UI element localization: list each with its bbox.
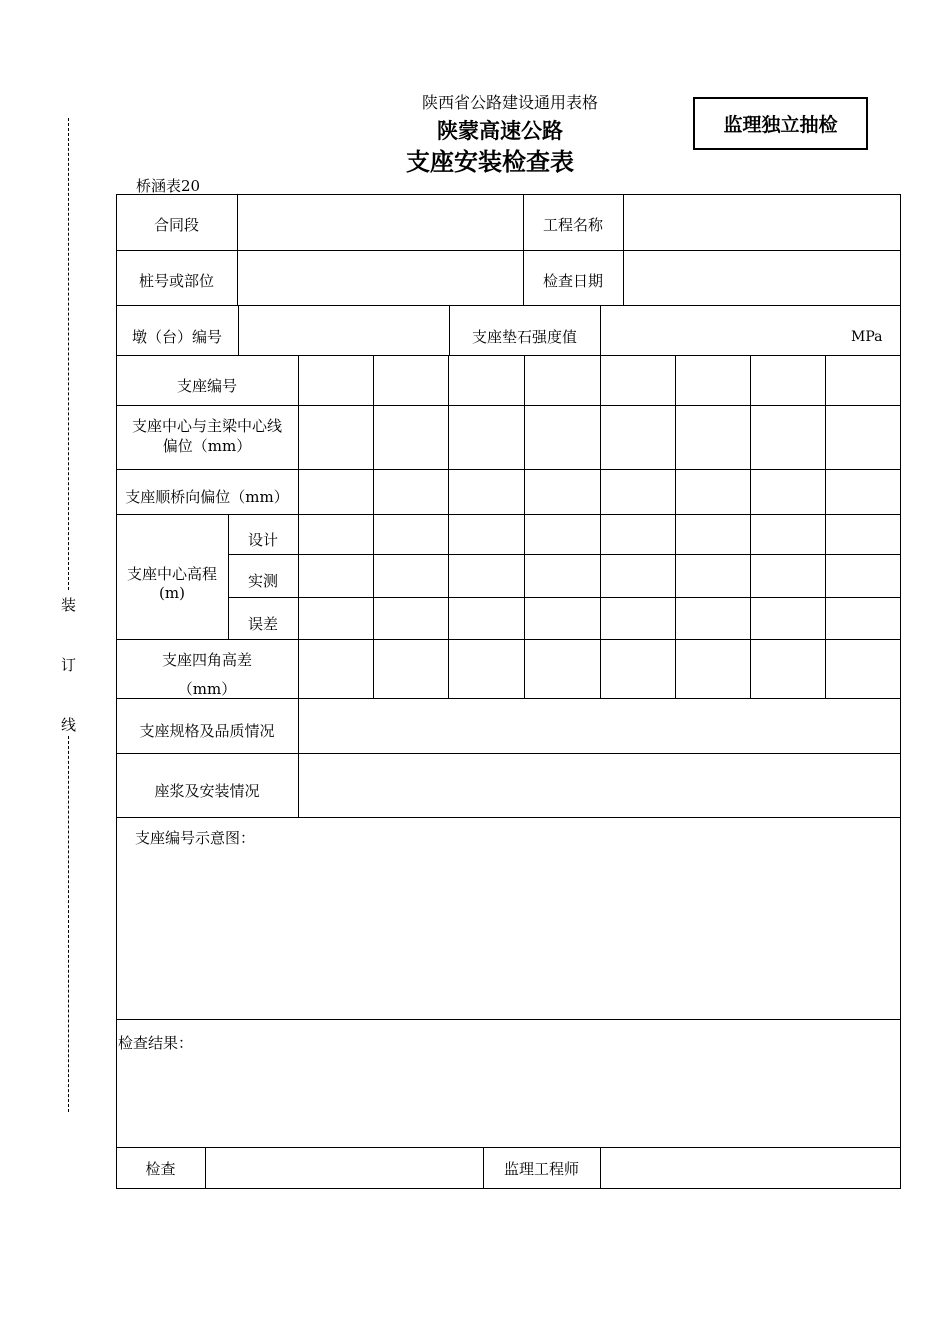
binding-line-top (68, 118, 69, 590)
label-pad-strength: 支座垫石强度值 (471, 328, 577, 346)
label-corner-diff-2: （mm） (177, 680, 237, 698)
binding-line-bottom (68, 736, 69, 1112)
label-pier: 墩（台）编号 (131, 328, 222, 346)
stamp-text: 监理独立抽检 (723, 114, 838, 136)
label-center-offset-1: 支座中心与主梁中心线 (131, 417, 282, 435)
independent-check-stamp (693, 97, 868, 150)
form-number: 桥涵表20 (136, 177, 201, 195)
label-elevation-1: 支座中心高程 (126, 565, 217, 583)
label-corner-diff-1: 支座四角高差 (161, 651, 252, 669)
label-inspector: 检查 (145, 1160, 176, 1178)
label-bearing-no: 支座编号 (176, 377, 237, 395)
label-grout-install: 座浆及安装情况 (154, 782, 260, 800)
label-supervising-engineer: 监理工程师 (503, 1160, 579, 1178)
org-heading: 陕西省公路建设通用表格 (421, 93, 598, 112)
project-heading: 陕蒙高速公路 (437, 119, 563, 143)
label-design: 设计 (247, 531, 278, 549)
label-station: 桩号或部位 (138, 272, 214, 290)
page-title: 支座安装检查表 (406, 148, 574, 176)
label-project-name: 工程名称 (542, 216, 603, 234)
binding-char-1: 装 (61, 596, 77, 614)
label-result: 检查结果： (118, 1034, 194, 1052)
label-sketch: 支座编号示意图： (135, 829, 256, 847)
label-center-offset-2: 偏位（mm） (162, 437, 252, 455)
label-spec-quality: 支座规格及品质情况 (139, 722, 275, 740)
label-elevation-2: (m) (159, 584, 185, 602)
label-longitudinal-offset: 支座顺桥向偏位（mm） (125, 488, 289, 506)
binding-char-3: 线 (61, 716, 77, 734)
label-contract: 合同段 (153, 216, 199, 234)
label-measured: 实测 (247, 572, 278, 590)
label-error: 误差 (247, 615, 278, 633)
binding-char-2: 订 (61, 656, 77, 674)
label-check-date: 检查日期 (542, 272, 603, 290)
label-unit-mpa: MPa (851, 329, 883, 345)
